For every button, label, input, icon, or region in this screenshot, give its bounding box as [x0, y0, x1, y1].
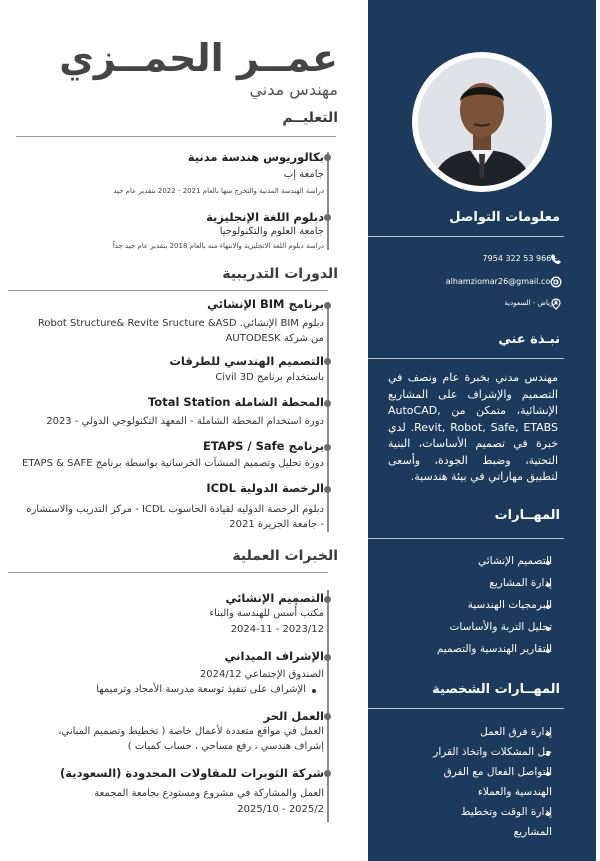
training-item-title: التصميم الهندسي للطرقات [169, 354, 324, 368]
education-item-title: بكالوريوس هندسة مدنية [187, 150, 324, 164]
contact-phone[interactable]: +966 53 322 7954 [482, 254, 558, 263]
sidebar [368, 0, 596, 861]
experience-item-title: شركة الثوبرات للمقاولات المحدودة (السعودية) [60, 766, 324, 780]
experience-item-title: الإشراف الميداني [224, 649, 324, 663]
job-title: مهندس مدني [249, 80, 338, 99]
experience-item-bullet: الإشراف على تنفيذ توسعة مدرسة الأمجاد وترميمها [96, 684, 306, 695]
education-heading: التعليــم [282, 110, 338, 126]
person-name: عمــر الحمــزي [59, 36, 338, 80]
timeline-dot [324, 770, 331, 777]
timeline-dot [324, 154, 331, 161]
bullet-dot [312, 689, 316, 693]
person-silhouette-icon [418, 58, 546, 186]
training-item-line: دورة تحليل وتصميم المنشآت الخرسانية بواسطة برنامج ETAPS & SAFE [22, 458, 324, 469]
experience-divider [8, 572, 328, 573]
education-item-note: دراسة دبلوم اللغة الانجليزية والانتهاء منه بالعام 2018 بتقدير عام جيد جداً [112, 242, 324, 250]
about-text: مهندس مدني بخبرة عام ونصف في التصميم والإشراف على المشاريع الإنشائية، متمكن من AutoCAD, Revit, Robot, Safe, ETABS. لدي خبرة في تصميم الأساسات، البنية التحتية، وضبط الجودة، وأسعى لتطبيق مهاراتي في بيئة هندسية. [388, 371, 559, 483]
timeline-dot [324, 214, 331, 221]
training-item-line: دبلوم BIM الإنشائي. Robot Structure& Revite Sructure &ASD [37, 318, 324, 329]
skill-item: تحليل التربة والأساسات [449, 621, 552, 633]
training-item-line: دورة استخدام المحطة الشاملة - المعهد التكنولوجي الدولي - 2023 [46, 416, 324, 427]
experience-heading: الخبرات العملية [232, 548, 338, 564]
experience-item-line: الصندوق الإجتماعي 2024/12 [199, 669, 324, 680]
soft-skills-heading: المهــارات الشخصية [432, 682, 560, 697]
education-item-note: دراسة الهندسة المدنية والتخرج منها بالعام 2021 - 2022 بتقدير عام جيد [113, 187, 324, 195]
experience-item-date: 2023/12 - 2024-11 [230, 624, 324, 635]
contact-location: الرياض - السعودية [504, 299, 558, 307]
timeline-dot [324, 486, 331, 493]
soft-skills-divider [368, 708, 564, 709]
contact-divider [368, 236, 564, 237]
skills-heading: المهــارات [494, 508, 560, 523]
timeline-dot [324, 358, 331, 365]
experience-item-line: العمل والمشاركة في مشروع ومستودع بجامعة المجمعة [94, 788, 324, 799]
training-item-title: برنامج BIM الإنشائي [207, 297, 324, 311]
experience-item-title: التصميم الإنشائي [225, 591, 324, 605]
experience-item-line: مكتب أُسس للهندسة والبناء [209, 608, 324, 619]
skill-item: إدارة المشاريع [489, 577, 552, 589]
contact-heading: معلومات التواصل [449, 210, 560, 225]
about-divider [368, 358, 564, 359]
skill-item: التقارير الهندسية والتصميم [436, 643, 552, 655]
education-item-line: جامعة العلوم والتكنولوجيا [219, 226, 324, 237]
training-item-title: المحطة الشاملة Total Station [147, 395, 324, 409]
timeline-dot [324, 713, 331, 720]
education-divider [16, 136, 336, 137]
soft-skill-item: التواصل الفعال مع الفرق [443, 766, 552, 778]
training-item-title: الرخصة الدولية ICDL [206, 481, 324, 495]
timeline-dot [324, 400, 331, 407]
experience-item-date: 2025/2 - 2025/10 [237, 804, 324, 815]
soft-skill-item-continued: المشاريع [513, 826, 552, 838]
contact-email[interactable]: alhamziomar26@gmail.com [445, 277, 558, 286]
experience-item-title: العمل الحر [263, 709, 324, 723]
timeline-dot [324, 302, 331, 309]
training-heading: الدورات التدريبية [222, 266, 338, 282]
education-timeline [327, 152, 329, 250]
training-divider [8, 290, 328, 291]
skills-divider [368, 538, 564, 539]
timeline-dot [324, 596, 331, 603]
training-item-title: برنامج ETAPS / Safe [202, 439, 324, 453]
training-item-line: دبلوم الرخصة الدوليه لقيادة الحاسوب ICDL - مركز التدريب والاستشارة - جامعة الجزيرة 2021 [26, 504, 324, 530]
timeline-dot [324, 444, 331, 451]
timeline-dot [324, 654, 331, 661]
about-heading: نبـذة عني [498, 332, 560, 347]
soft-skill-item: إدارة فرق العمل [480, 726, 552, 738]
experience-item-line: العمل في مواقع متعددة لأعمال خاصة ( تخطيط وتصميم المباني، إشراف هندسي ، رفع مساحي ، حساب كميات ) [58, 726, 324, 752]
profile-photo [418, 58, 546, 186]
soft-skill-item-continued: الهندسية والعملاء [477, 786, 552, 798]
training-timeline [327, 302, 329, 532]
experience-timeline [327, 590, 329, 822]
skill-item: البرمجيات الهندسية [467, 599, 552, 611]
skill-item: التصميم الإنشائي [477, 555, 552, 567]
soft-skill-item: حل المشكلات واتخاذ القرار [433, 746, 552, 758]
training-item-line: باستخدام برنامج Civil 3D [215, 372, 324, 383]
soft-skill-item: إدارة الوقت وتخطيط [460, 806, 552, 818]
education-item-line: جامعة إب [283, 169, 324, 180]
training-item-line: من شركة AUTODESK [225, 333, 324, 344]
education-item-title: دبلوم اللغة الإنجليزية [206, 210, 324, 224]
